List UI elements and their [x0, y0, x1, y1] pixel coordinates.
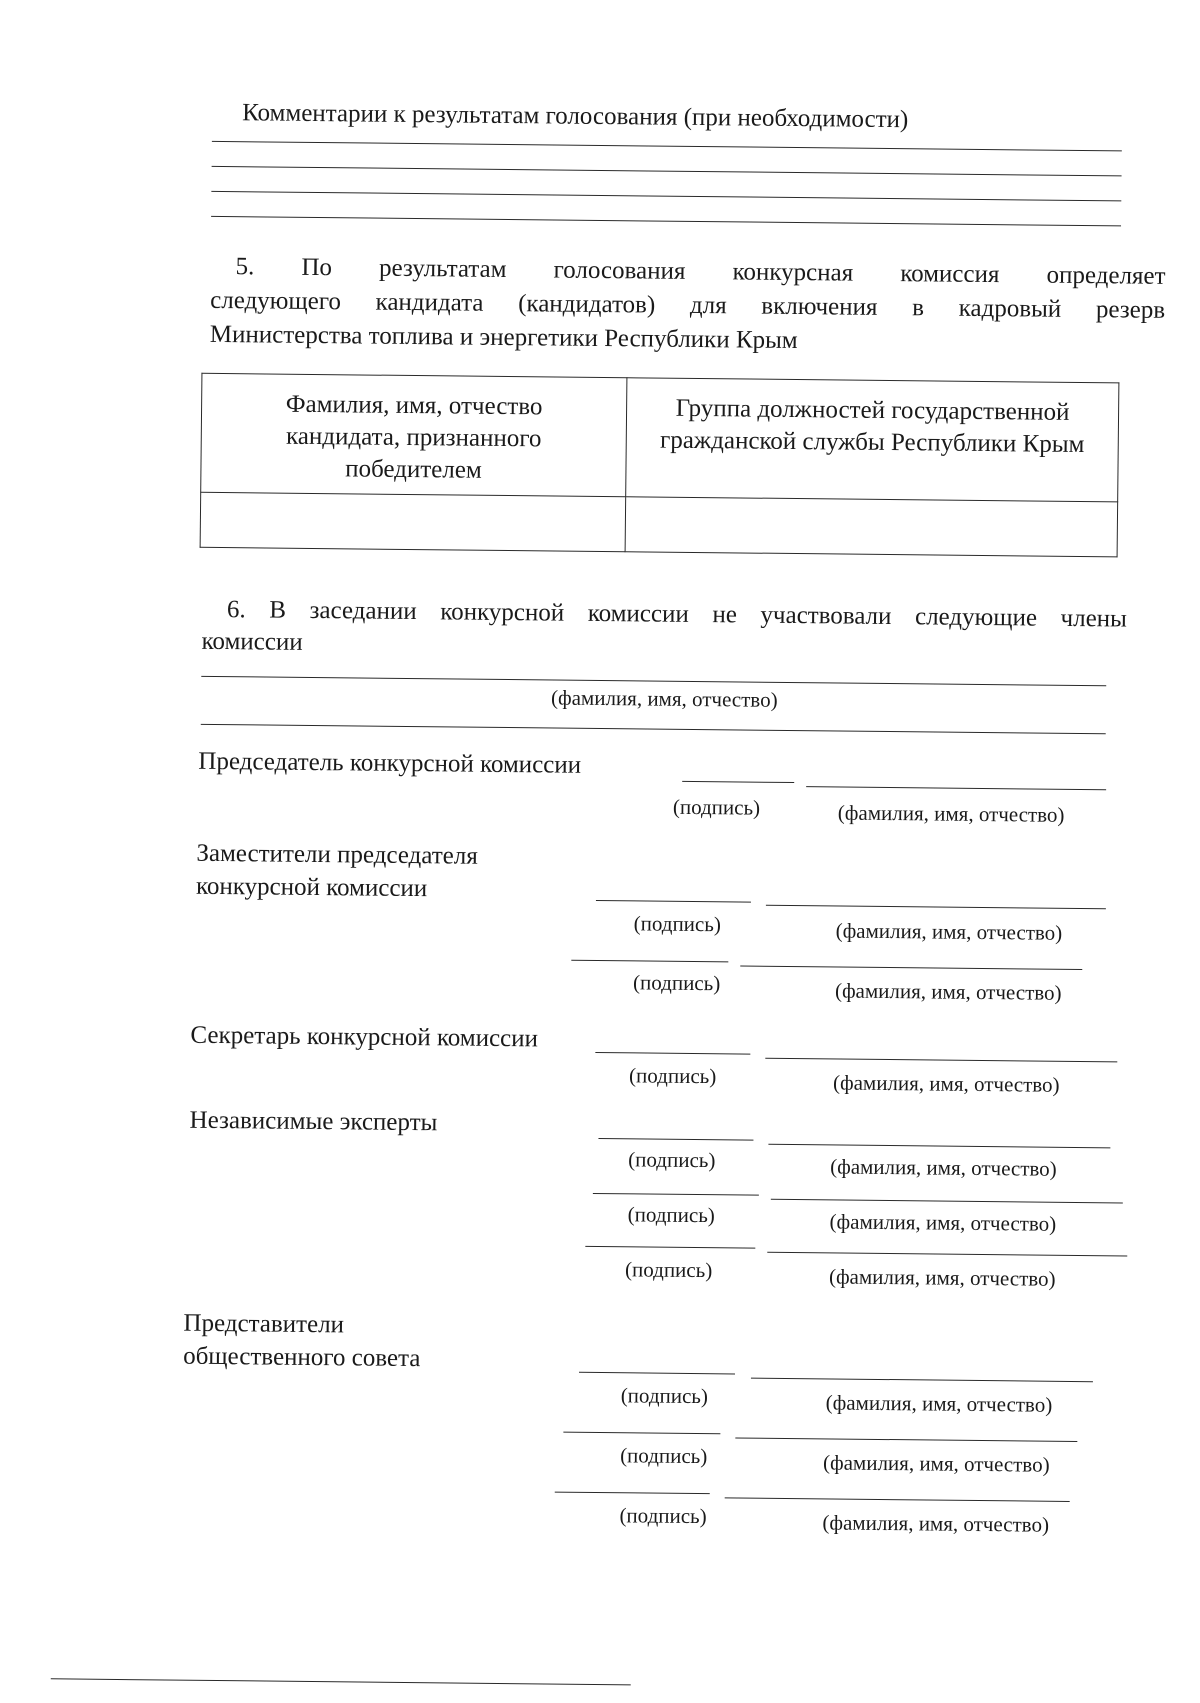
deputy1-signature-caption: (подпись)	[633, 911, 722, 937]
comment-line-2	[212, 166, 1122, 177]
council2-name-line	[735, 1437, 1077, 1442]
absent-members-line-2	[201, 724, 1106, 734]
council2-signature-line	[563, 1432, 720, 1435]
expert2-signature-line	[593, 1193, 759, 1196]
council1-signature-line	[579, 1372, 735, 1375]
section6-line2: комиссии	[201, 627, 303, 656]
table-header-position-group: Группа должностей государственной гражданской службы Республики Крым	[626, 378, 1119, 502]
expert2-name-caption: (фамилия, имя, отчество)	[829, 1209, 1057, 1236]
experts-label: Независимые эксперты	[189, 1106, 438, 1137]
deputy2-name-caption: (фамилия, имя, отчество)	[834, 978, 1062, 1005]
winners-table	[200, 373, 1120, 558]
chairman-name-caption: (фамилия, имя, отчество)	[837, 800, 1065, 827]
council1-signature-caption: (подпись)	[620, 1383, 709, 1409]
deputy2-signature-line	[571, 960, 728, 963]
expert2-name-line	[771, 1199, 1123, 1204]
expert1-name-line	[768, 1144, 1110, 1149]
council3-signature-line	[555, 1492, 710, 1495]
council1-name-caption: (фамилия, имя, отчество)	[825, 1390, 1053, 1417]
council2-signature-caption: (подпись)	[620, 1443, 708, 1469]
chairman-signature-line	[682, 781, 794, 783]
secretary-signature-caption: (подпись)	[628, 1063, 717, 1089]
deputy1-name-line	[766, 905, 1106, 910]
council-label-2: общественного совета	[183, 1342, 421, 1373]
council3-name-caption: (фамилия, имя, отчество)	[822, 1510, 1050, 1537]
deputy1-name-caption: (фамилия, имя, отчество)	[835, 918, 1063, 945]
section5-line2: следующего кандидата (кандидатов) для включения в кадровый резерв	[210, 286, 1166, 324]
expert1-signature-caption: (подпись)	[628, 1147, 716, 1173]
comments-label: Комментарии к результатам голосования (при необходимости)	[242, 99, 909, 134]
council3-signature-caption: (подпись)	[619, 1503, 707, 1529]
section5-line1: 5. По результатам голосования конкурсная комиссия определяет	[235, 253, 1166, 290]
deputy1-signature-line	[596, 900, 751, 903]
expert1-name-caption: (фамилия, имя, отчество)	[830, 1154, 1057, 1181]
expert3-name-line	[767, 1252, 1127, 1257]
chairman-label: Председатель конкурсной комиссии	[198, 747, 582, 779]
expert2-signature-caption: (подпись)	[627, 1202, 715, 1228]
expert3-signature-caption: (подпись)	[624, 1257, 713, 1283]
comment-line-1	[212, 141, 1122, 152]
table-cell-position-group	[625, 497, 1118, 557]
absent-members-line-1	[201, 676, 1106, 686]
section5-line3: Министерства топлива и энергетики Республики Крым	[209, 320, 798, 355]
table-header-name: Фамилия, имя, отчество кандидата, признанного победителем	[201, 373, 627, 496]
deputies-label-2: конкурсной комиссии	[195, 872, 428, 903]
footer-line	[51, 1678, 631, 1685]
expert3-name-caption: (фамилия, имя, отчество)	[828, 1264, 1056, 1291]
table-cell-name	[200, 492, 626, 551]
expert1-signature-line	[598, 1138, 753, 1141]
chairman-signature-caption: (подпись)	[672, 794, 761, 820]
deputies-label-1: Заместители председателя	[196, 839, 478, 870]
deputy2-name-line	[740, 965, 1082, 970]
secretary-signature-line	[595, 1052, 750, 1055]
expert3-signature-line	[585, 1246, 755, 1249]
comment-line-3	[211, 191, 1121, 202]
secretary-label: Секретарь конкурсной комиссии	[190, 1021, 539, 1053]
chairman-name-line	[806, 786, 1106, 790]
council-label-1: Представители	[183, 1309, 345, 1339]
secretary-name-caption: (фамилия, имя, отчество)	[832, 1070, 1060, 1097]
council3-name-line	[725, 1497, 1070, 1502]
comment-line-4	[211, 216, 1121, 227]
council1-name-line	[751, 1378, 1093, 1383]
deputy2-signature-caption: (подпись)	[632, 970, 721, 996]
absent-fio-caption: (фамилия, имя, отчество)	[550, 685, 778, 712]
section6-line1: 6. В заседании конкурсной комиссии не участвовали следующие члены	[226, 596, 1128, 633]
secretary-name-line	[765, 1058, 1117, 1063]
council2-name-caption: (фамилия, имя, отчество)	[822, 1450, 1050, 1477]
